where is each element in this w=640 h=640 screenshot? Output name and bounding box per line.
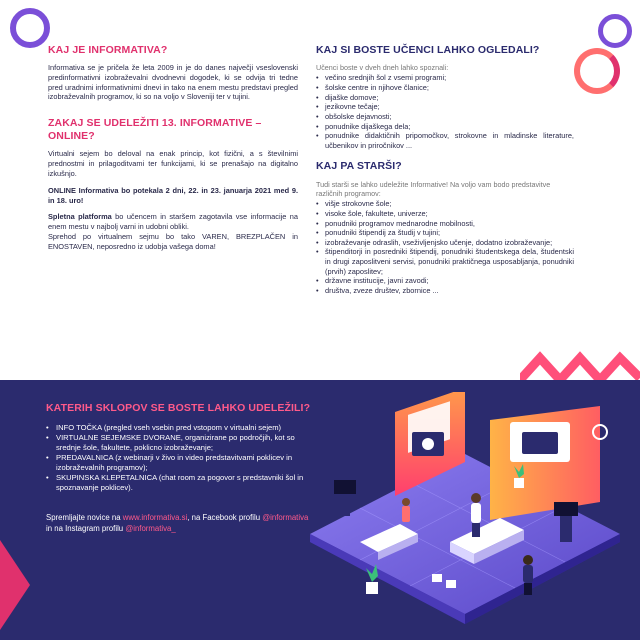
list-item: • izobraževanje odraslih, vseživljenjsko učenje, dodatno izobraževanje; [316, 238, 574, 248]
list-item: • štipenditorji in posredniki štipendij, ponudniki študentskega dela, študentski in drugi zaposlitveni servisi, ponudniki praktičnega usposabljanja, ponudniki (prvih) zaposlitev; [316, 247, 574, 276]
list-item: • SKUPINSKA KLEPETALNICA (chat room za pogovor s predstavniki šol in spoznavanje poklicev). [46, 473, 316, 493]
facebook-link[interactable]: @informativa [262, 513, 309, 523]
left-column [48, 44, 298, 258]
section-title-parts: KATERIH SKLOPOV SE BOSTE LAHKO UDELEŽILI? [46, 402, 311, 414]
list-item: • jezikovne tečaje; [316, 102, 574, 112]
list-item: • šolske centre in njihove članice; [316, 83, 574, 93]
list-item: • ponudniki štipendij za študij v tujini; [316, 228, 574, 238]
triangle-decoration [0, 540, 34, 630]
virtual-fair-illustration [300, 392, 630, 637]
parents-intro: Tudi starši se lahko udeležite Informative! Na voljo vam bodo predstavitve različnih programov: [316, 179, 551, 198]
list-item: • VIRTUALNE SEJEMSKE DVORANE, organizirane po področjih, kot so srednje šole, fakultete, poklicno izobraževanje; [46, 433, 316, 453]
list-item: • društva, zveze društev, zbornice ... [316, 286, 574, 296]
sections-block [46, 402, 316, 534]
purple-ring-decoration [598, 14, 632, 48]
list-item: • ponudnike didaktičnih pripomočkov, strokovne in mladinske literature, učbenikov in priročnikov ... [316, 131, 574, 150]
students-list [316, 73, 574, 150]
section-title-parents: KAJ PA STARŠI? [316, 160, 402, 173]
walkthrough-text: Sprehod po virtualnem sejmu bo tako VAREN, BREZPLAČEN in ENOSTAVEN, neposredno iz udobja vašega doma! [48, 231, 298, 251]
list-item: • ponudnike dijaškega dela; [316, 122, 574, 132]
list-item: • višje strokovne šole; [316, 199, 574, 209]
section-title-students: KAJ SI BOSTE UČENCI LAHKO OGLEDALI? [316, 44, 540, 56]
purple-ring-decoration [10, 8, 50, 48]
website-link[interactable]: www.informativa.si [122, 513, 188, 523]
list-item: • visoke šole, fakultete, univerze; [316, 209, 574, 219]
list-item: • državne institucije, javni zavodi; [316, 276, 574, 286]
coral-ring-decoration [574, 48, 620, 94]
virtual-fair-text: Virtualni sejem bo deloval na enak princip, kot fizični, a s številnimi prednostmi in prilagoditvami ter funkcijami, ki se prenašajo na digitalno izkušnjo. [48, 149, 298, 178]
follow-text: Spremljajte novice na www.informativa.si, na Facebook profilu @informativa in na Instagram profilu @informativa_ [46, 513, 309, 533]
section-text-what-is: Informativa se je pričela že leta 2009 in je do danes največji vseslovenski predinformativni izobraževalni dvodnevni dogodek, ki se odvija tri tedne pred uradnimi informativnimi dnevi in tako na enem mestu predstavi pregled izobraževalnih programov, ki so na voljo v Sloveniji ter v tujini. [48, 63, 298, 102]
list-item: • INFO TOČKA (pregled vseh vsebin pred vstopom v virtualni sejem) [46, 423, 316, 433]
parts-list [46, 423, 316, 493]
list-item: • ponudniki programov mednarodne mobilnosti, [316, 219, 574, 229]
right-column [316, 44, 574, 304]
list-item: • obšolske dejavnosti; [316, 112, 574, 122]
section-title-why-attend: ZAKAJ SE UDELEŽITI 13. INFORMATIVE – ONLINE? [48, 117, 262, 143]
list-item: • PREDAVALNICA (z webinarji v živo in video predstavitvami poklicev in izobraževalnih programov); [46, 453, 316, 473]
section-title-what-is: KAJ JE INFORMATIVA? [48, 44, 168, 56]
students-intro: Učenci boste v dveh dneh lahko spoznali: [316, 63, 449, 73]
platform-text: Spletna platforma bo učencem in staršem zagotavila vse informacije na enem mestu v najbolj varni in udobni obliki. [48, 212, 299, 232]
list-item: • večino srednjih šol z vsemi programi; [316, 73, 574, 83]
dates-text: ONLINE Informativa bo potekala 2 dni, 22. in 23. januarja 2021 med 9. in 18. uro! [48, 185, 298, 205]
parents-list [316, 199, 574, 295]
list-item: • dijaške domove; [316, 93, 574, 103]
instagram-link[interactable]: @informativa_ [125, 523, 176, 533]
